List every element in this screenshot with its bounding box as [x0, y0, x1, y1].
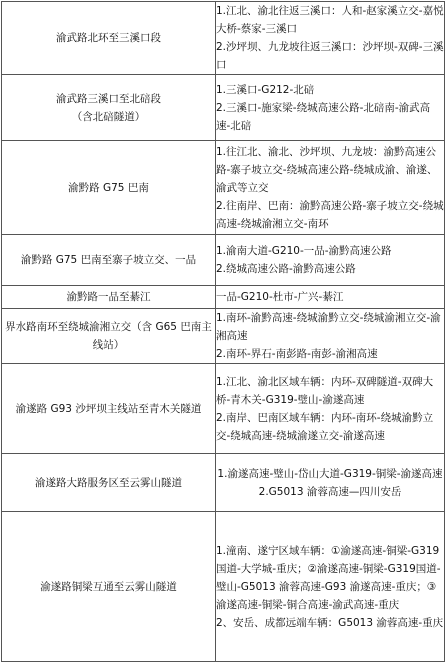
table-row — [2, 512, 445, 662]
detour-route-cell — [216, 309, 445, 364]
route-option: 1.渝遂高速-璧山-岱山大道-G319-铜梁-渝遂高速 — [217, 467, 443, 480]
detour-route-cell — [216, 364, 445, 454]
road-section-cell: 渝遂路铜梁互通至云雾山隧道 — [2, 512, 216, 662]
route-option: 1.渝南大道-G210-一品-渝黔高速公路 — [216, 245, 392, 257]
road-section-cell: 渝黔路一品至綦江 — [2, 286, 216, 309]
route-option: 1.往江北、渝北、沙坪坝、九龙坡：渝黔高速公路-寨子坡立交-绕城高速公路-绕城成渝、渝遂、渝武等立交 — [216, 145, 438, 194]
detour-route-cell — [216, 2, 445, 75]
table-row — [2, 235, 445, 286]
road-section-cell: 渝武路北环至三溪口段 — [2, 2, 216, 75]
route-option: 2.绕城高速公路-渝黔高速公路 — [216, 263, 356, 275]
route-option: 1.三溪口-G212-北碚 — [216, 83, 315, 96]
route-option: 2、安岳、成都远端车辆：G5013 渝蓉高速-重庆 — [216, 616, 444, 629]
route-option: 2.南岸、巴南区域车辆：内环-南环-绕城渝黔立交-绕城高速-绕城渝遂立交-渝遂高速 — [216, 411, 434, 442]
detour-route-cell — [216, 286, 445, 309]
table-row — [2, 286, 445, 309]
route-option: 1.江北、渝北区域车辆：内环-双碑隧道-双碑大桥-青木关-G319-璧山-渝遂高速 — [216, 375, 434, 406]
road-section-cell: 渝黔路 G75 巴南至寨子坡立交、一品 — [2, 235, 216, 286]
detour-route-cell — [216, 512, 445, 662]
road-section-cell: 渝武路三溪口至北碚段 （含北碚隧道） — [2, 75, 216, 141]
detour-route-cell — [216, 141, 445, 235]
route-option: 2.沙坪坝、九龙坡往返三溪口：沙坪坝-双碑-三溪口 — [216, 41, 444, 71]
table-row — [2, 454, 445, 512]
table-row — [2, 364, 445, 454]
road-section-cell: 渝黔路 G75 巴南 — [2, 141, 216, 235]
table-row — [2, 2, 445, 75]
detour-route-cell — [216, 454, 445, 512]
route-option: 2.G5013 渝蓉高速—四川安岳 — [258, 485, 402, 498]
road-section-cell: 渝遂路大路服务区至云雾山隧道 — [2, 454, 216, 512]
table-row — [2, 141, 445, 235]
detour-routes-table — [1, 1, 445, 662]
table-row — [2, 309, 445, 364]
route-option: 2.南环-界石-南彭路-南彭-渝湘高速 — [216, 348, 378, 360]
route-option: 1.江北、渝北往返三溪口：人和-赵家溪立交-嘉悦大桥-蔡家-三溪口 — [216, 5, 444, 35]
detour-route-cell — [216, 75, 445, 141]
road-section-cell: 界水路南环至绕城渝湘立交（含 G65 巴南主线站） — [2, 309, 216, 364]
table-row — [2, 75, 445, 141]
route-option: 2.往南岸、巴南：渝黔高速公路-寨子坡立交-绕城高速-绕城渝湘立交-南环 — [216, 199, 444, 230]
detour-route-cell — [216, 235, 445, 286]
route-option: 1.南环-渝黔高速-绕城渝黔立交-绕城渝湘立交-渝湘高速 — [216, 312, 441, 342]
route-option: 1.潼南、遂宁区域车辆：①渝遂高速-铜梁-G319国道-大学城-重庆；②渝遂高速-铜梁-G319国道-璧山-G5013 渝蓉高速-G93 渝遂高速-重庆；③渝遂高速-铜梁-铜合高速-渝武高速-重庆 — [216, 544, 441, 611]
route-option: 一品-G210-杜市-广兴-綦江 — [216, 291, 344, 303]
route-option: 2.三溪口-施家梁-绕城高速公路-北碚南-渝武高速-北碚 — [216, 101, 431, 132]
road-section-cell: 渝遂路 G93 沙坪坝主线站至青木关隧道 — [2, 364, 216, 454]
